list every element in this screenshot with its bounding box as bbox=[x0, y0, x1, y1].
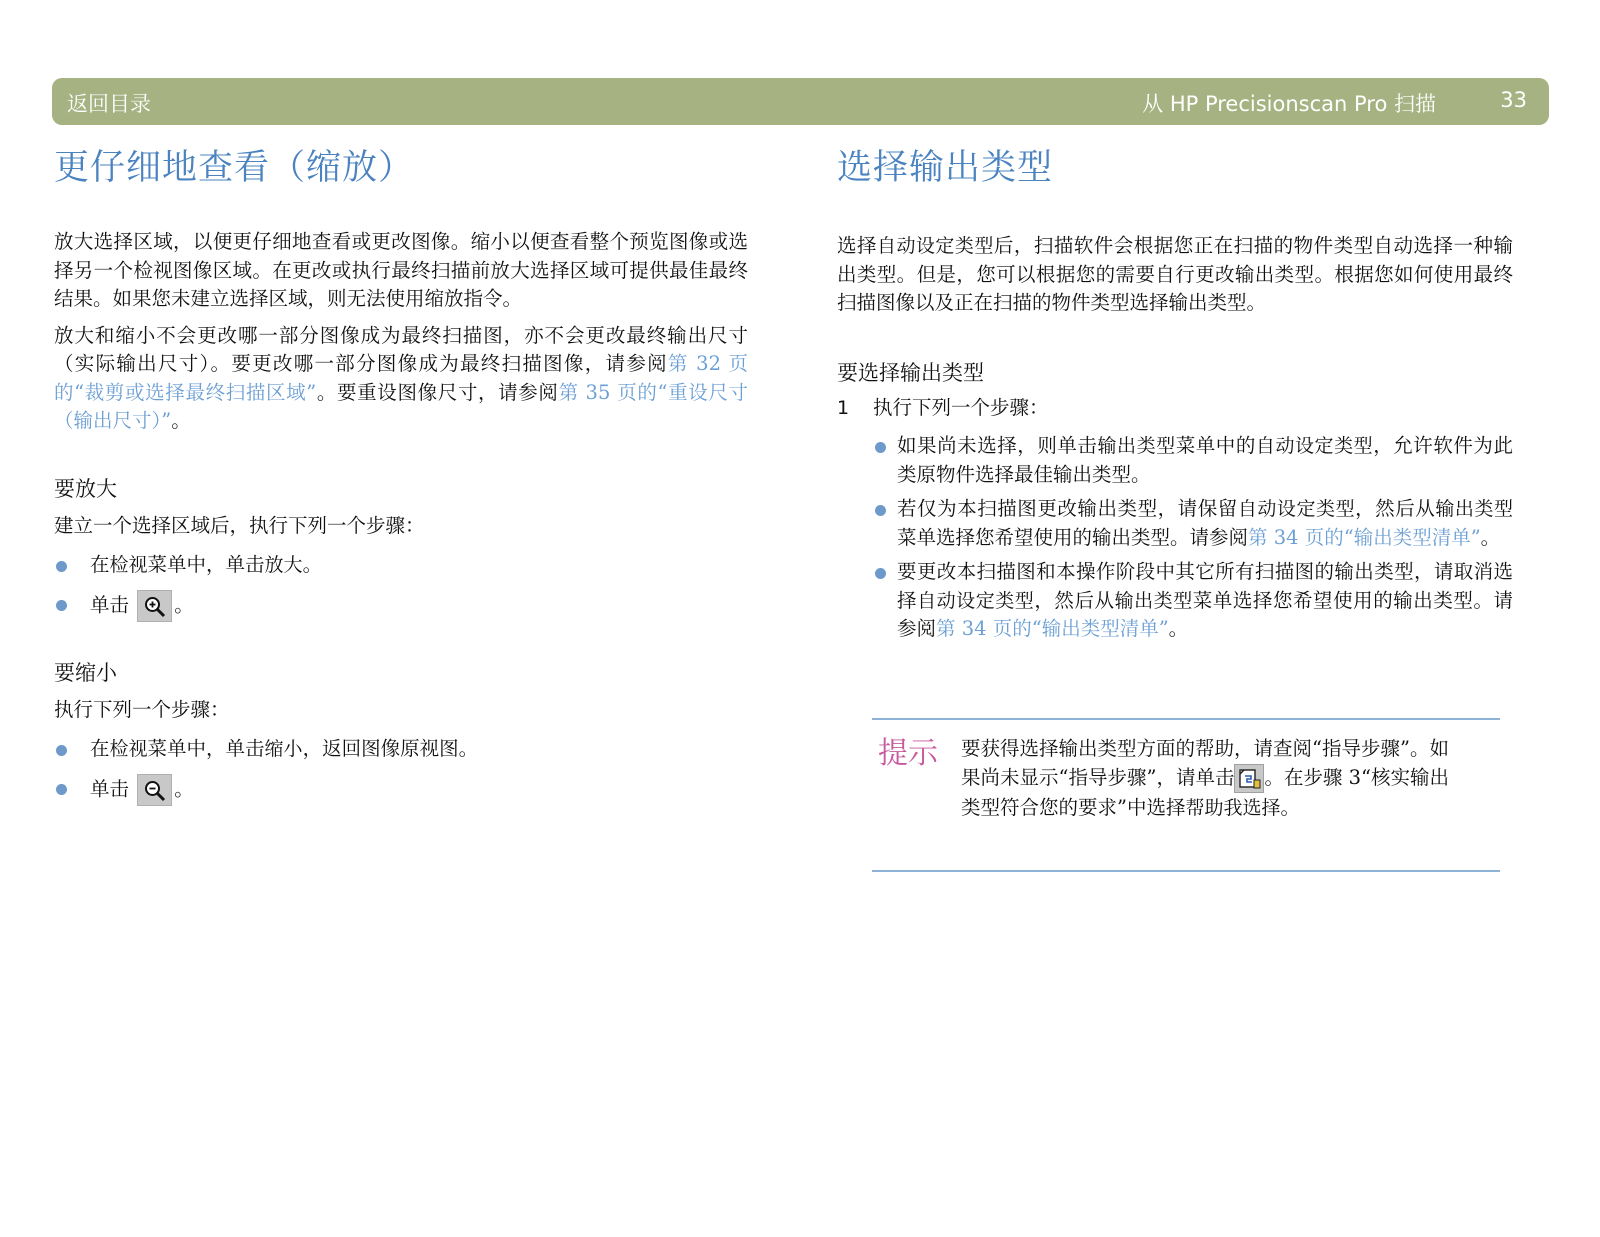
tip-box bbox=[872, 718, 1500, 872]
link-output-type-list[interactable]: 第 34 页的“输出类型清单” bbox=[936, 617, 1169, 640]
list-item bbox=[54, 735, 748, 764]
command-name: 放大 bbox=[264, 554, 303, 576]
zoom-paragraph-1: 放大选择区域，以便更仔细地查看或更改图像。缩小以便查看整个预览图像或选择另一个检视图像区域。在更改或执行最终扫描前放大选择区域可提供最佳最终结果。如果您未建立选择区域，则无法使用缩放指令。 bbox=[54, 230, 748, 310]
text: 单击 bbox=[90, 777, 130, 800]
select-output-heading: 要选择输出类型 bbox=[837, 360, 984, 385]
text: 菜单选择您希望使用的输出类型。请参阅 bbox=[897, 525, 1249, 549]
option-name: 帮助我选择 bbox=[1185, 797, 1281, 819]
bullet-icon bbox=[875, 442, 886, 453]
list-item bbox=[54, 590, 748, 622]
text: 。 bbox=[1280, 796, 1301, 819]
back-to-contents-link[interactable]: 返回目录 bbox=[67, 92, 151, 116]
command-name: 缩小 bbox=[264, 738, 303, 760]
p2-text-a: 放大和缩小不会更改哪一部分图像成为最终扫描图，亦不会更改最终输出尺寸（实际输出尺寸）。要更改哪一部分图像成为最终扫描图像，请参阅 bbox=[54, 323, 748, 375]
list-item bbox=[54, 774, 748, 806]
text: 要更改本扫描图和本操作阶段中其它所有扫描图的输出类型，请取消选择 bbox=[897, 560, 1513, 612]
list-item bbox=[837, 558, 1513, 644]
zoom-in-intro: 建立一个选择区域后，执行下列一个步骤： bbox=[54, 513, 425, 537]
text: 如果尚未选择，则单击 bbox=[897, 434, 1098, 457]
right-column bbox=[837, 140, 1513, 644]
text: 。 bbox=[302, 553, 323, 576]
text: 。 bbox=[174, 777, 194, 800]
menu-name: 检视 bbox=[109, 738, 148, 760]
section-title-zoom: 更仔细地查看（缩放） bbox=[54, 148, 415, 188]
text: 。在步骤 3“核实输出类型符合您的要求”中选择 bbox=[961, 766, 1450, 819]
step-number: 1 bbox=[837, 396, 850, 419]
bullet-icon bbox=[56, 745, 67, 756]
menu-name: 输出类型 bbox=[1097, 435, 1176, 457]
zoom-out-heading: 要缩小 bbox=[54, 660, 117, 685]
text: 菜单中，单击 bbox=[147, 553, 265, 576]
guided-steps-button[interactable] bbox=[1234, 764, 1264, 793]
option-name: 自动设定类型 bbox=[876, 235, 994, 257]
option-name: 自动设定类型 bbox=[917, 589, 1035, 612]
text: 在 bbox=[90, 737, 110, 760]
zoom-in-icon bbox=[143, 595, 167, 619]
step-text: 执行下列一个步骤： bbox=[873, 395, 1049, 419]
bullet-icon bbox=[875, 505, 886, 516]
text: 在 bbox=[90, 553, 110, 576]
text: 菜单中的 bbox=[1175, 434, 1256, 457]
text: 要获得选择输出类型方面的帮助，请查阅“指导步骤”。如果尚未显示“指导步骤”，请单击 bbox=[961, 737, 1449, 789]
bullet-icon bbox=[875, 568, 886, 579]
section-title-output-type: 选择输出类型 bbox=[837, 148, 1054, 188]
text: 若仅为本扫描图更改输出类型，请保留 bbox=[897, 497, 1238, 520]
text: 。 bbox=[1480, 525, 1501, 549]
zoom-in-list bbox=[54, 551, 748, 622]
text: 。 bbox=[174, 593, 194, 616]
step-1 bbox=[837, 394, 1513, 423]
text: 单击 bbox=[90, 593, 130, 616]
zoom-in-heading: 要放大 bbox=[54, 476, 117, 501]
zoom-out-icon bbox=[143, 779, 167, 803]
text: 。 bbox=[1168, 617, 1189, 640]
p2-text-c: 。 bbox=[171, 409, 191, 432]
text: ，允许软件为此类原物件选择最佳输出类型。 bbox=[897, 434, 1513, 486]
tip-label: 提示 bbox=[878, 736, 938, 771]
bullet-icon bbox=[56, 784, 67, 795]
bullet-icon bbox=[56, 600, 67, 611]
text: 菜单中，单击 bbox=[147, 737, 265, 760]
guided-steps-icon bbox=[1236, 766, 1262, 791]
output-type-list bbox=[837, 432, 1513, 644]
text: ，然后从 bbox=[1034, 588, 1115, 612]
list-item bbox=[837, 432, 1513, 489]
menu-name: 输出类型 bbox=[1435, 498, 1513, 520]
page-number: 33 bbox=[1500, 88, 1527, 112]
link-resize[interactable]: 第 35 页的“重设尺寸（输出尺寸）” bbox=[54, 380, 748, 432]
document-title: 从 HP Precisionscan Pro 扫描 bbox=[1142, 92, 1436, 116]
zoom-out-button[interactable] bbox=[137, 774, 172, 806]
text: ，然后从 bbox=[1355, 497, 1436, 520]
text: 菜单选择您希望使用的输出类型。请参阅 bbox=[897, 588, 1513, 640]
tip-text bbox=[961, 734, 1461, 823]
list-item bbox=[837, 495, 1513, 552]
text: 后，扫描软件会根据您正在扫描的物件类型自动选择一种输出类型。但是，您可以根据您的需要自行更改输出类型。根据您如何使用最终扫描图像以及正在扫描的物件类型选择输出类型。 bbox=[837, 234, 1513, 314]
option-name: 自动设定类型 bbox=[1237, 498, 1356, 520]
bullet-icon bbox=[56, 561, 67, 572]
p2-text-b: 。要重设图像尺寸，请参阅 bbox=[316, 380, 559, 404]
left-column bbox=[54, 140, 748, 806]
zoom-out-list bbox=[54, 735, 748, 806]
text: ，返回图像原视图。 bbox=[302, 737, 479, 760]
link-crop-area[interactable]: 第 32 页的“裁剪或选择最终扫描区域” bbox=[54, 352, 748, 404]
output-type-paragraph bbox=[837, 232, 1513, 318]
list-item bbox=[54, 551, 748, 580]
link-output-type-list[interactable]: 第 34 页的“输出类型清单” bbox=[1248, 525, 1481, 549]
text: 选择 bbox=[837, 234, 877, 257]
option-name: 自动设定类型 bbox=[1255, 435, 1374, 457]
menu-name: 输出类型 bbox=[1114, 589, 1193, 612]
zoom-in-button[interactable] bbox=[137, 590, 172, 622]
menu-name: 检视 bbox=[109, 554, 148, 576]
zoom-paragraph-2 bbox=[54, 322, 748, 436]
zoom-out-intro: 执行下列一个步骤： bbox=[54, 697, 230, 721]
header-bar bbox=[52, 78, 1549, 125]
